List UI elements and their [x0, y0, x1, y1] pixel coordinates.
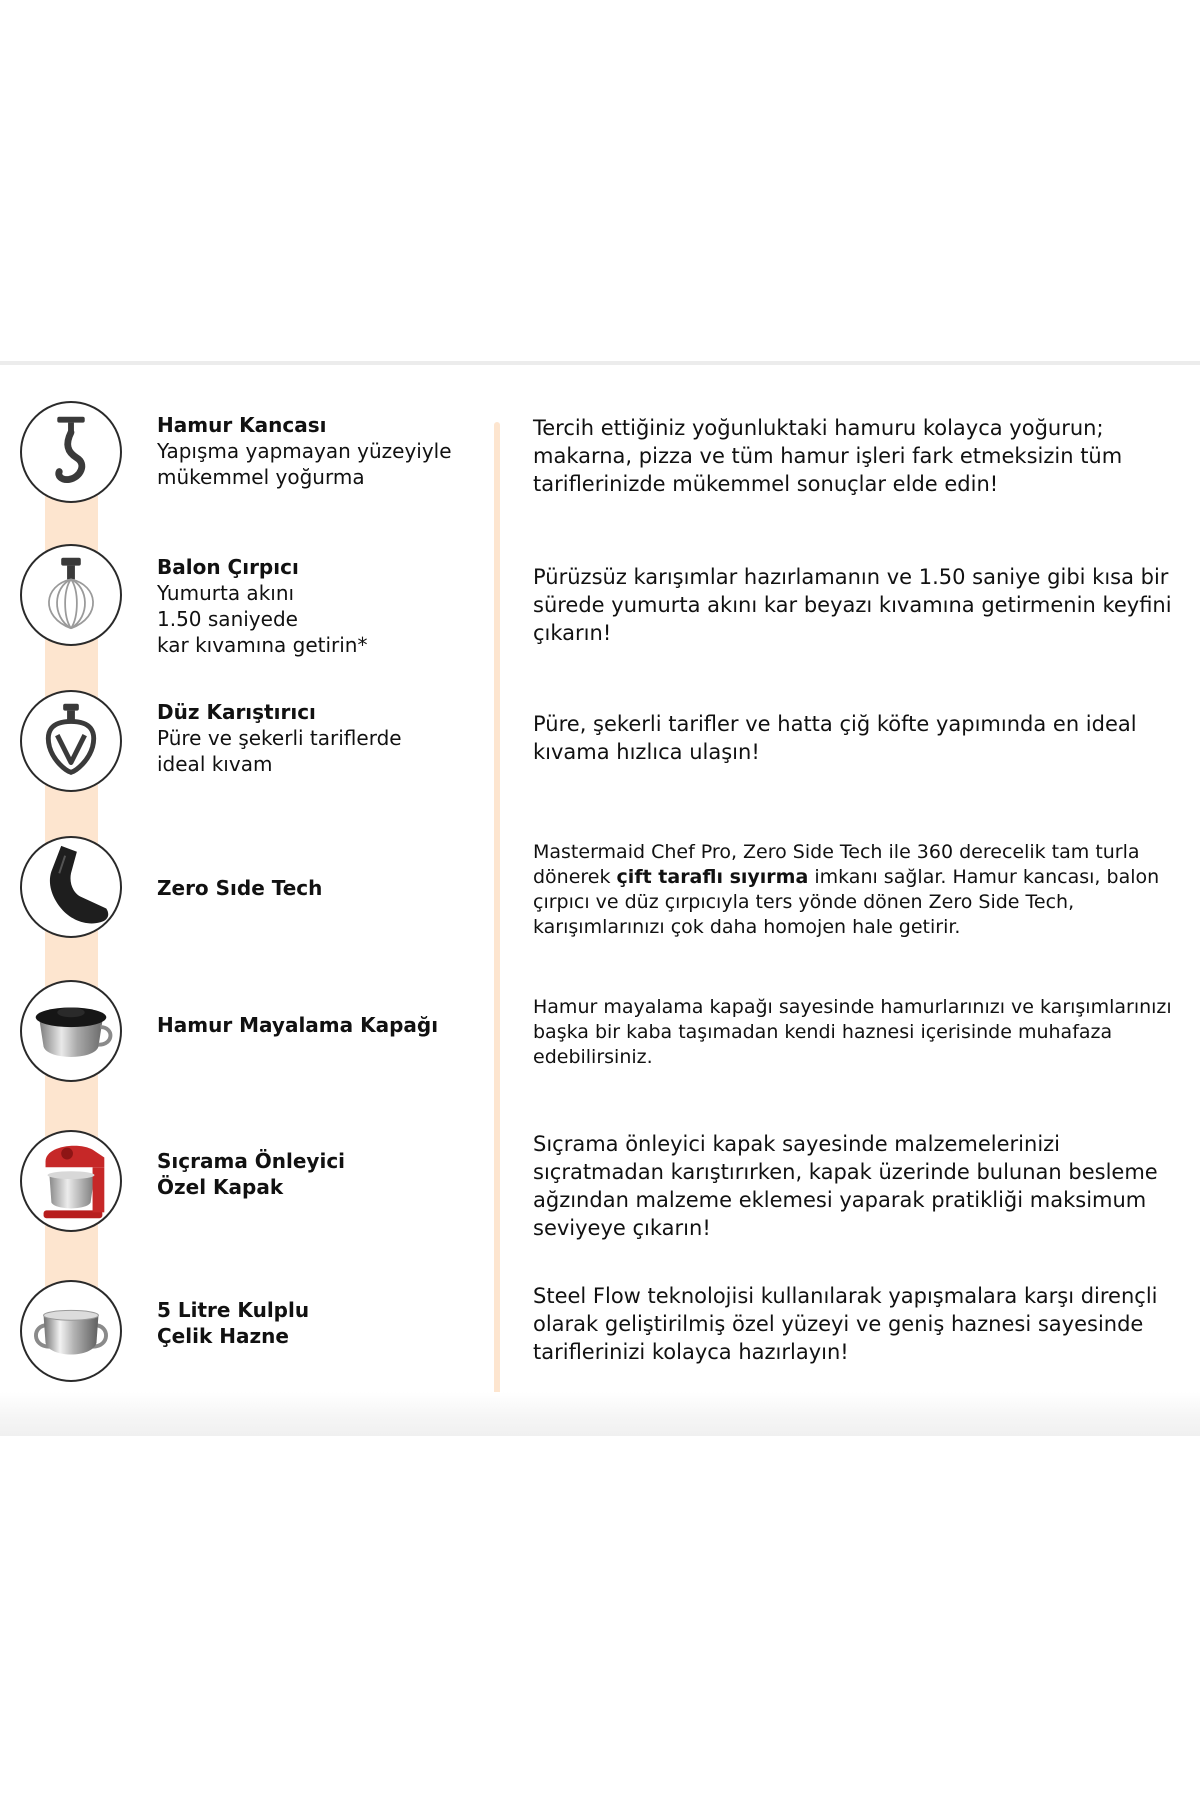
proofing-lid-bowl-icon: [20, 980, 122, 1082]
feature-row-dough-hook: [0, 398, 1200, 528]
feature-subtitle: Yumurta akını 1.50 saniyede kar kıvamına getirin*: [157, 581, 368, 657]
feature-text: [157, 699, 487, 777]
feature-subtitle: Yapışma yapmayan yüzeyiyle mükemmel yoğurma: [157, 439, 452, 489]
feature-description: [533, 840, 1193, 940]
feature-description: Steel Flow teknolojisi kullanılarak yapışmalara karşı dirençli olarak geliştirilmiş özel yüzeyi ve geniş haznesi sayesinde tariflerinizi kolayca hazırlayın!: [533, 1284, 1158, 1364]
feature-text: [157, 554, 487, 658]
zero-side-tech-icon: [20, 836, 122, 938]
feature-row-flat-beater: [0, 687, 1200, 817]
feature-description: Tercih ettiğiniz yoğunluktaki hamuru kolayca yoğurun; makarna, pizza ve tüm hamur işleri fark etmeksizin tüm tariflerinizde mükemmel sonuçlar elde edin!: [533, 416, 1123, 496]
feature-row-splash-guard: [0, 1127, 1200, 1257]
feature-title: Zero Sıde Tech: [157, 876, 323, 900]
feature-text: [157, 1297, 487, 1349]
top-divider: [0, 361, 1200, 365]
feature-description: Hamur mayalama kapağı sayesinde hamurlarınızı ve karışımlarınızı başka bir kaba taşımadan kendi haznesi içerisinde muhafaza edebilirsiniz.: [533, 996, 1172, 1068]
dough-hook-icon: [20, 401, 122, 503]
feature-subtitle: Püre ve şekerli tariflerde ideal kıvam: [157, 726, 402, 776]
balloon-whisk-icon: [20, 544, 122, 646]
feature-title: Düz Karıştırıcı: [157, 700, 316, 724]
bottom-divider: [0, 1392, 1200, 1436]
feature-title: Hamur Mayalama Kapağı: [157, 1013, 439, 1037]
feature-row-balloon-whisk: [0, 541, 1200, 671]
feature-description: Sıçrama önleyici kapak sayesinde malzemelerinizi sıçratmadan karıştırırken, kapak üzerinde bulunan besleme ağzından malzeme eklemesi yaparak pratikliği maksimum seviyeye çıkarın!: [533, 1132, 1158, 1240]
feature-row-steel-bowl: [0, 1276, 1200, 1406]
steel-bowl-icon: [20, 1280, 122, 1382]
feature-text: [157, 412, 487, 490]
feature-title: Hamur Kancası: [157, 413, 327, 437]
feature-title: Sıçrama Önleyici Özel Kapak: [157, 1149, 346, 1199]
feature-title: Balon Çırpıcı: [157, 555, 299, 579]
description-highlight: çift taraflı sıyırma: [616, 866, 809, 888]
feature-description: Pürüzsüz karışımlar hazırlamanın ve 1.50 saniye gibi kısa bir sürede yumurta akını kar beyazı kıvamına getirmenin keyfini çıkarın!: [533, 565, 1172, 645]
feature-text: [157, 1148, 487, 1200]
feature-text: [157, 875, 487, 901]
description-part: Mastermaid Chef Pro, Zero Side Tech ile 360 derecelik tam turla dönerek: [533, 841, 1140, 888]
flat-beater-icon: [20, 690, 122, 792]
splash-guard-mixer-icon: [20, 1130, 122, 1232]
description-part: imkanı sağlar. Hamur kancası, balon çırpıcı ve düz çırpıcıyla ters yönde dönen Zero Side Tech, karışımlarınızı çok daha homojen hale getirir.: [533, 866, 1160, 938]
feature-text: [157, 1012, 487, 1038]
feature-row-zero-side-tech: [0, 836, 1200, 966]
feature-row-proofing-lid: [0, 978, 1200, 1108]
feature-title: 5 Litre Kulplu Çelik Hazne: [157, 1298, 310, 1348]
feature-description: Püre, şekerli tarifler ve hatta çiğ köfte yapımında en ideal kıvama hızlıca ulaşın!: [533, 712, 1137, 764]
